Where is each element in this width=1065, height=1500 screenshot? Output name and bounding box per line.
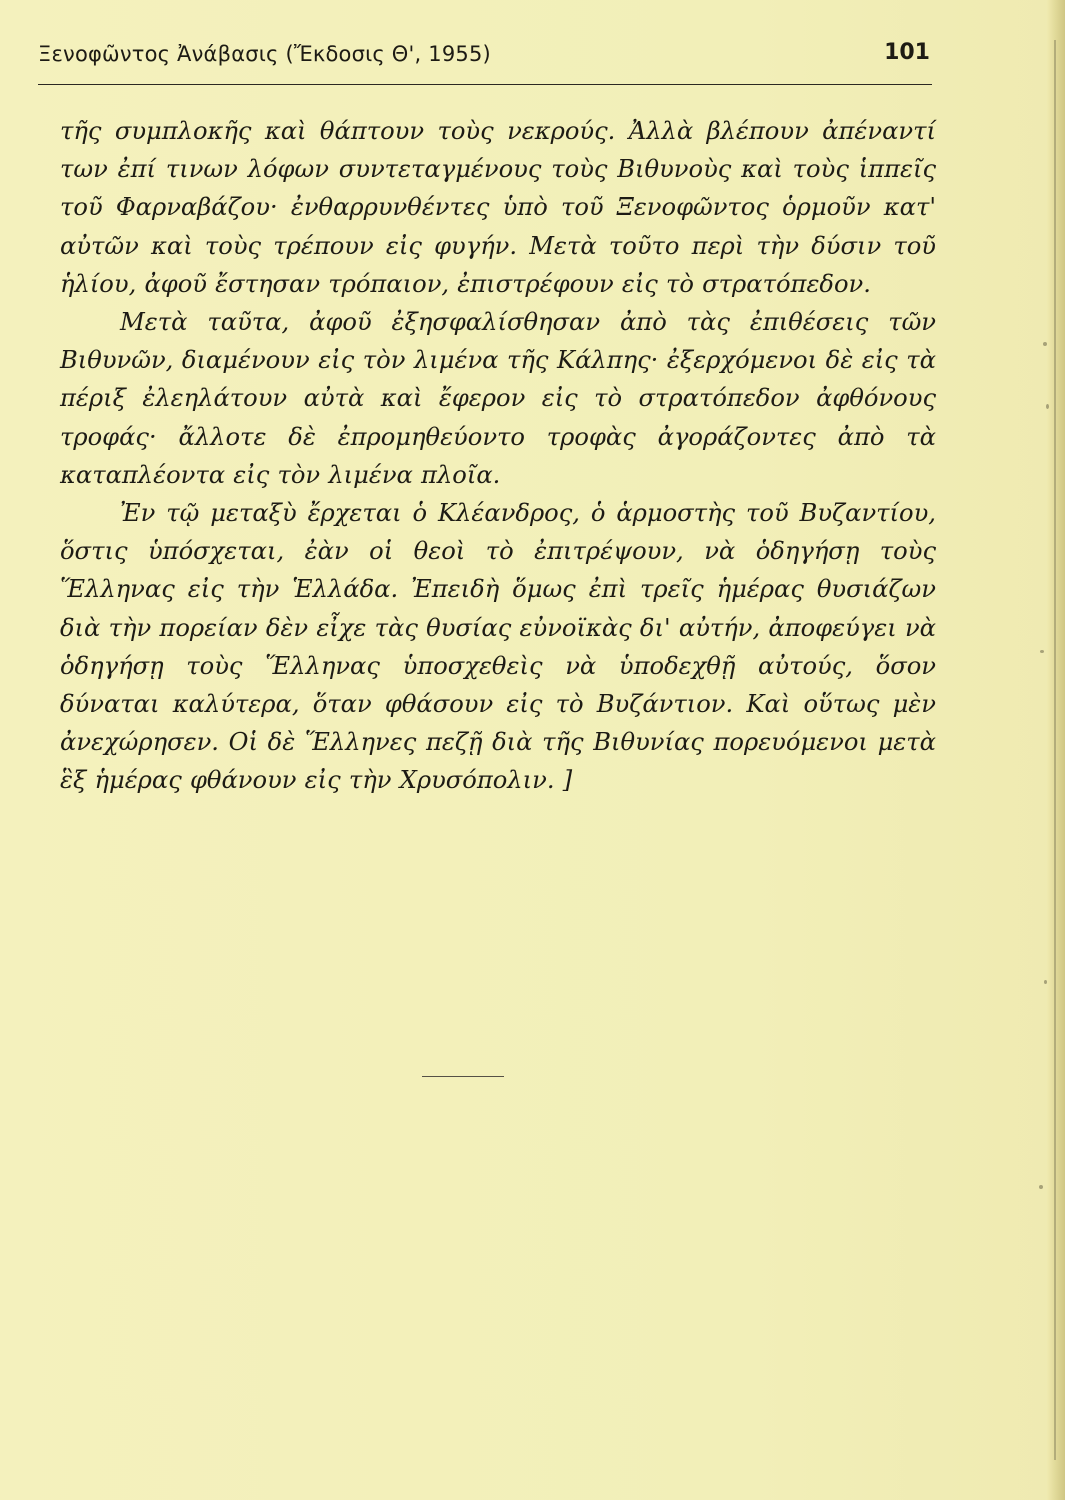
paragraph-1: τῆς συμπλοκῆς καὶ θάπτουν τοὺς νεκρούς. Ἀλλὰ βλέπουν ἀπέναντί των ἐπί τινων λόφων συντεταγμένους τοὺς Βιθυνοὺς καὶ τοὺς ἱππεῖς τοῦ Φαρναβάζου· ἐνθαρρυνθέντες ὑπὸ τοῦ Ξενοφῶντος ὁρμοῦν κατ' αὐτῶν καὶ τοὺς τρέπουν εἰς φυγήν. Μετὰ τοῦτο περὶ τὴν δύσιν τοῦ ἡλίου, ἀφοῦ ἔστησαν τρόπαιον, ἐπιστρέφουν εἰς τὸ στρατόπεδον. <box>60 117 936 298</box>
paper-speck <box>1046 404 1049 409</box>
paragraph-3: Ἐν τῷ μεταξὺ ἔρχεται ὁ Κλέανδρος, ὁ ἁρμοστὴς τοῦ Βυζαντίου, ὅστις ὑπόσχεται, ἐὰν οἱ θεοὶ τὸ ἐπιτρέψουν, νὰ ὁδηγήσῃ τοὺς Ἕλληνας εἰς τὴν Ἑλλάδα. Ἐπειδὴ ὅμως ἐπὶ τρεῖς ἡμέρας θυσιάζων διὰ τὴν πορείαν δὲν εἶχε τὰς θυσίας εὐνοϊκὰς δι' αὐτήν, ἀποφεύγει νὰ ὁδηγήσῃ τοὺς Ἕλληνας ὑποσχεθεὶς νὰ ὑποδεχθῇ αὐτούς, ὅσον δύναται καλύτερα, ὅταν φθάσουν εἰς τὸ Βυζάντιον. Καὶ οὕτως μὲν ἀνεχώρησεν. Οἱ δὲ Ἕλληνες πεζῇ διὰ τῆς Βιθυνίας πορευόμενοι μετὰ ἓξ ἡμέρας φθάνουν εἰς τὴν Χρυσόπολιν. ] <box>60 499 936 795</box>
paper-speck <box>1040 650 1044 653</box>
book-spine-edge <box>1047 0 1065 1500</box>
main-text <box>60 112 936 800</box>
page-number: 101 <box>884 40 930 65</box>
paper-speck <box>1039 1185 1043 1189</box>
paper-speck <box>1043 342 1047 346</box>
running-title: Ξενοφῶντος Ἀνάβασις (Ἔκδοσις Θ', 1955) <box>38 42 491 66</box>
closing-rule <box>422 1076 504 1077</box>
paragraph-2: Μετὰ ταῦτα, ἀφοῦ ἐξησφαλίσθησαν ἀπὸ τὰς ἐπιθέσεις τῶν Βιθυνῶν, διαμένουν εἰς τὸν λιμένα τῆς Κάλπης· ἐξερχόμενοι δὲ εἰς τὰ πέριξ ἐλεηλάτουν αὐτὰ καὶ ἔφερον εἰς τὸ στρατόπεδον ἀφθόνους τροφάς· ἄλλοτε δὲ ἐπρομηθεύοντο τροφὰς ἀγοράζοντες ἀπὸ τὰ καταπλέοντα εἰς τὸν λιμένα πλοῖα. <box>60 308 936 489</box>
paper-speck <box>1044 980 1047 984</box>
header-divider <box>38 84 932 85</box>
spine-fold-line <box>1054 40 1056 1460</box>
page-header <box>38 38 930 78</box>
